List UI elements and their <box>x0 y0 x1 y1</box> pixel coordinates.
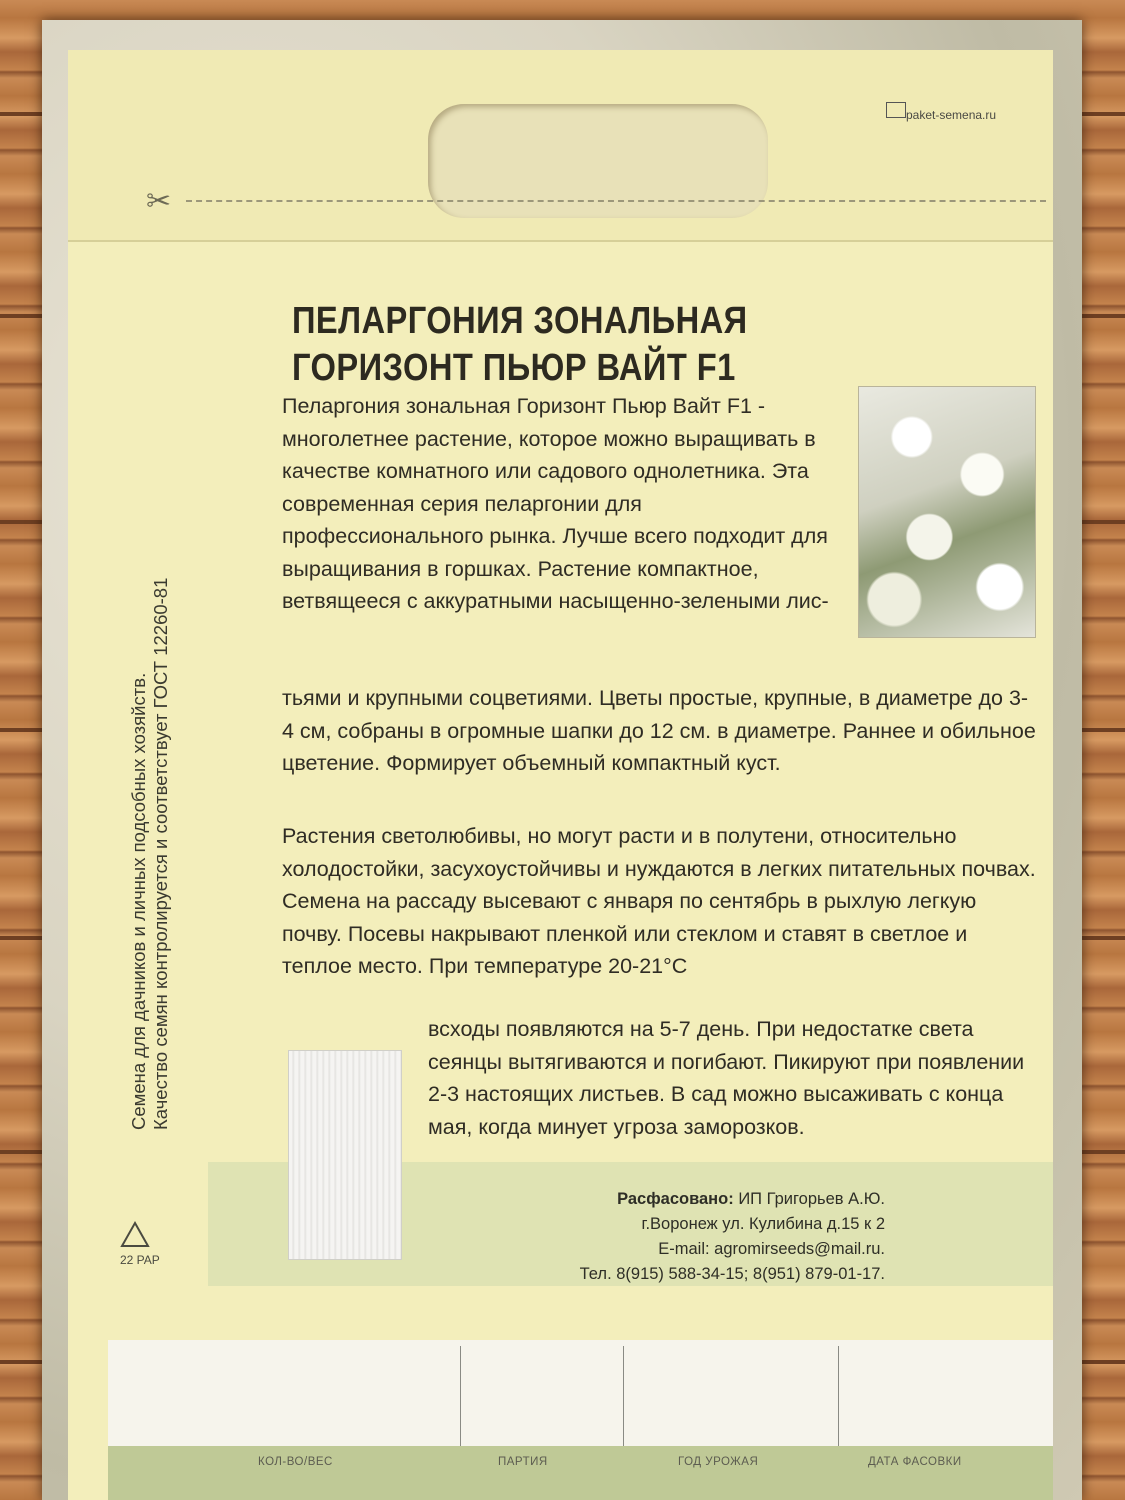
packer-contact <box>405 1187 885 1287</box>
description-1-continued: тьями и крупными соцветиями. Цветы простые, крупные, в диаметре до 3-4 см, собраны в огромные шапки до 12 см. в диаметре. Раннее и обильное цветение. Формирует объемный компактный куст. <box>282 686 1036 775</box>
label-packing-date: ДАТА ФАСОВКИ <box>868 1456 962 1468</box>
side-notice <box>128 230 172 1130</box>
packet-back-card <box>68 50 1053 1500</box>
title-line-2: ГОРИЗОНТ ПЬЮР ВАЙТ F1 <box>292 347 736 389</box>
description-2: Растения светолюбивы, но могут расти и в полутени, относительно холодостойки, засухоустойчивы и нуждаются в легких питательных почвах. Семена на рассаду высевают с января по сентябрь в рыхлую легкую почву. Посевы накрывают пленкой или стеклом и ставят в светлое и теплое место. При температуре 20-21°С <box>282 824 1036 978</box>
barcode-sticker <box>288 1050 402 1260</box>
label-quantity: КОЛ-ВО/ВЕС <box>258 1456 333 1468</box>
side-line-2: Качество семян контролируется и соответствует ГОСТ 12260-81 <box>150 577 171 1130</box>
packer-email: E-mail: agromirseeds@mail.ru. <box>658 1240 885 1258</box>
packer-address: г.Воронеж ул. Кулибина д.15 к 2 <box>641 1215 885 1233</box>
scissors-icon: ✂ <box>146 185 172 218</box>
side-line-1: Семена для дачников и личных подсобных хозяйств. <box>128 672 149 1130</box>
title-line-1: ПЕЛАРГОНИЯ ЗОНАЛЬНАЯ <box>292 300 748 342</box>
cell-divider <box>623 1346 624 1446</box>
label-batch: ПАРТИЯ <box>498 1456 548 1468</box>
flower-photo <box>858 386 1036 638</box>
description-1: Пеларгония зональная Горизонт Пьюр Вайт F1 - многолетнее растение, которое можно выращивать в качестве комнатного или садового однолетника. Эта современная серия пеларгонии для профессионального рынка. Лучше всего подходит для выращивания в горшках. Растение компактное, ветвящееся с аккуратными насыщенно-зелеными лис- <box>282 394 829 613</box>
recycle-icon <box>120 1220 160 1267</box>
packer-label: Расфасовано: <box>617 1190 734 1208</box>
packer-name: ИП Григорьев А.Ю. <box>738 1190 885 1208</box>
seed-packet <box>42 20 1082 1500</box>
envelope-icon <box>886 102 906 118</box>
footer-labels-band <box>108 1446 1053 1500</box>
label-harvest-year: ГОД УРОЖАЯ <box>678 1456 759 1468</box>
description-3: всходы появляются на 5-7 день. При недостатке света сеянцы вытягиваются и погибают. Пикируют при появлении 2-3 настоящих листьев. В сад можно высаживать с конца мая, когда минует угроза заморозков. <box>428 1017 1025 1139</box>
cell-divider <box>460 1346 461 1446</box>
cut-line <box>186 200 1046 202</box>
cell-divider <box>838 1346 839 1446</box>
recycle-code: 22 PAP <box>120 1253 160 1267</box>
brand-url: paket-semena.ru <box>906 108 997 122</box>
product-title <box>292 298 774 392</box>
packer-phone: Тел. 8(915) 588-34-15; 8(951) 879-01-17. <box>579 1265 885 1283</box>
